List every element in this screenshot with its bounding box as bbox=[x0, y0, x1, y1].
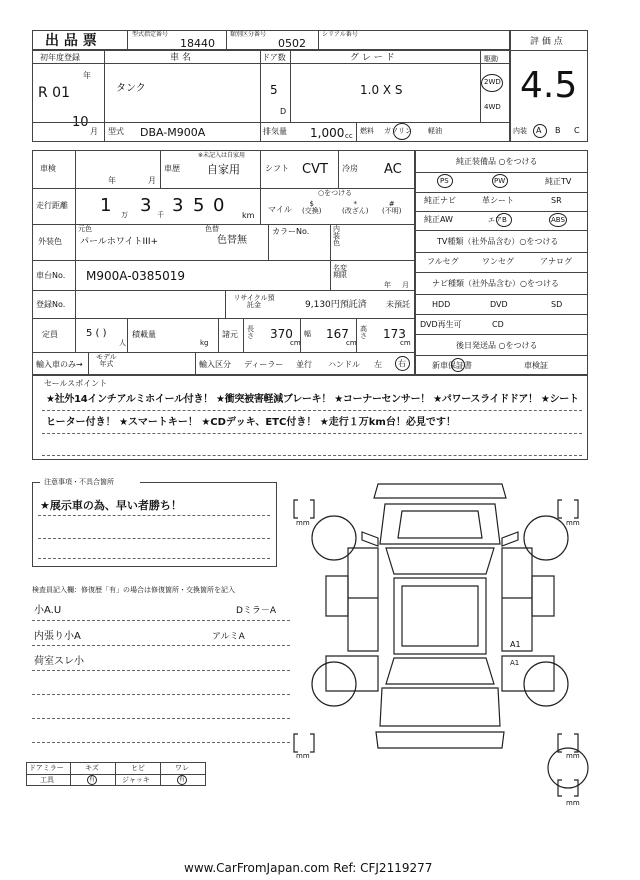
equip-header: 純正装備品 ○をつける bbox=[456, 157, 538, 166]
width-unit: cm bbox=[346, 339, 357, 347]
capacity-unit: 人 bbox=[119, 339, 126, 347]
left-doors-part bbox=[348, 548, 378, 651]
equip-navi: 純正ナビ bbox=[424, 196, 456, 205]
door-label: ドア数 bbox=[262, 53, 286, 62]
left-rear-part bbox=[326, 656, 378, 691]
later-warranty: 新車保証書 bbox=[432, 361, 472, 370]
wheel-rear-right bbox=[524, 662, 568, 706]
fuel-label: 燃料 bbox=[360, 127, 374, 135]
color-change-value: 色替無 bbox=[217, 235, 247, 246]
comment-2b: アルミA bbox=[212, 632, 245, 642]
month-label: 月 bbox=[90, 127, 98, 136]
height-label: 高さ bbox=[360, 325, 367, 340]
capacity-label: 定員 bbox=[42, 330, 58, 339]
ac-label: 冷房 bbox=[342, 164, 358, 173]
equip-sr: SR bbox=[551, 196, 562, 205]
score-value: 4.5 bbox=[520, 65, 578, 106]
handle-label: ハンドル bbox=[328, 360, 360, 369]
name-change-year: 年 bbox=[384, 281, 391, 289]
tv-one: ワンセグ bbox=[482, 257, 514, 266]
inspector-label: 検査員記入欄：修復歴「有」の場合は修復箇所・交換箇所を記入 bbox=[32, 586, 235, 594]
wheel-front-left bbox=[312, 516, 356, 560]
equip-ps: PS bbox=[440, 177, 449, 185]
shaken-month: 月 bbox=[148, 176, 156, 185]
basic-block bbox=[32, 150, 415, 375]
mileage-digit-5: 0 bbox=[213, 195, 225, 216]
mileage-digit-2: 3 bbox=[140, 195, 152, 216]
model-label: 型式 bbox=[108, 127, 124, 136]
color-no-label: カラーNo. bbox=[272, 227, 310, 236]
era-year-label: 年 bbox=[83, 71, 91, 80]
history-value: 自家用 bbox=[207, 163, 240, 176]
disp-value: 1,000 bbox=[310, 126, 345, 140]
length-value: 370 bbox=[270, 327, 293, 341]
shift-label: シフト bbox=[265, 164, 289, 173]
recycle-value: 9,130円預託済 bbox=[305, 300, 367, 310]
mileage-label: 走行距離 bbox=[36, 201, 68, 210]
comment-2: 内張り小A bbox=[34, 631, 81, 642]
disp-label: 排気量 bbox=[263, 127, 287, 136]
door-type: D bbox=[280, 107, 287, 116]
drive-2wd: 2WD bbox=[484, 78, 501, 86]
mile-label: マイル bbox=[268, 205, 292, 214]
load-label: 積載量 bbox=[132, 330, 156, 339]
damage-mark-a1b: A1 bbox=[510, 659, 520, 667]
roof-part bbox=[394, 578, 486, 654]
navi-dvd: DVD bbox=[490, 300, 508, 309]
left-fender-part bbox=[326, 576, 348, 616]
interior-b: B bbox=[555, 126, 561, 135]
fuel-value: ガソリン bbox=[384, 127, 412, 135]
color-change-label: 色替 bbox=[205, 225, 219, 233]
mileage-unit-man: 万 bbox=[121, 211, 128, 219]
load-unit: kg bbox=[200, 339, 209, 347]
parallel-label: 並行 bbox=[296, 360, 312, 369]
wheel-rear-left bbox=[312, 662, 356, 706]
mileage-circle-note: ○をつける bbox=[318, 189, 353, 197]
navi-cd: CD bbox=[492, 320, 504, 329]
equip-airbag: エアB bbox=[488, 216, 507, 224]
footer-ref: www.CarFromJapan.com Ref: CFJ2119277 bbox=[184, 861, 433, 875]
legend-kizu: キズ bbox=[85, 764, 99, 772]
interior-label: 内装 bbox=[513, 127, 527, 135]
interior-c: C bbox=[574, 126, 580, 135]
unknown-label: # (不明) bbox=[382, 200, 402, 215]
length-label: 長さ bbox=[247, 325, 254, 340]
disp-unit: cc bbox=[345, 132, 353, 140]
type-no-label: 型式指定番号 bbox=[132, 31, 169, 38]
tv-full: フルセグ bbox=[427, 257, 459, 266]
notes-label: 注意事項・不具合箇所 bbox=[44, 478, 114, 486]
roof-inner-part bbox=[402, 586, 478, 646]
import-label: 輸入車のみ→ bbox=[36, 360, 83, 369]
first-reg-label: 初年度登録 bbox=[40, 53, 80, 62]
diesel-label: 軽油 bbox=[428, 127, 442, 135]
legend-hibi: ヒビ bbox=[131, 764, 145, 772]
altered-label: * (改ざん) bbox=[342, 200, 369, 215]
navi-sd: SD bbox=[551, 300, 563, 309]
fuel-circle bbox=[393, 123, 411, 140]
chassis-label: 車台No. bbox=[36, 271, 66, 280]
ac-value: AC bbox=[384, 162, 402, 177]
legend-jack-yes: 有 bbox=[179, 776, 186, 783]
windshield-part bbox=[386, 548, 494, 574]
grade-label: グ レ ー ド bbox=[350, 53, 395, 63]
width-label: 幅 bbox=[304, 330, 311, 338]
recycle-label: リサイクル預託金 bbox=[233, 294, 275, 309]
color-value: パールホワイトIII+ bbox=[80, 237, 159, 247]
dealer-label: ディーラー bbox=[244, 360, 284, 369]
rear-gate-part bbox=[380, 688, 500, 726]
shaken-label: 車検 bbox=[40, 164, 56, 173]
notes-box bbox=[32, 482, 277, 567]
type-no-value: 18440 bbox=[180, 37, 215, 50]
dims-label: 諸元 bbox=[222, 330, 238, 339]
class-no-value: 0502 bbox=[278, 37, 306, 50]
reg-label: 登録No. bbox=[36, 300, 66, 309]
height-value: 173 bbox=[383, 327, 406, 341]
mileage-digit-1: 1 bbox=[100, 195, 112, 216]
mm-spare: mm bbox=[566, 799, 580, 807]
comment-3: 荷室スレ小 bbox=[34, 656, 84, 667]
right-doors-part bbox=[502, 548, 532, 651]
legend-tools: 工具 bbox=[40, 776, 54, 784]
car-name-value: タンク bbox=[116, 83, 146, 94]
comment-1: 小A.U bbox=[34, 605, 62, 616]
score-label: 評 価 点 bbox=[530, 37, 563, 47]
tv-header: TV種類（社外品含む）○をつける bbox=[437, 237, 559, 246]
later-shaken: 車検証 bbox=[524, 361, 548, 370]
front-bumper-part bbox=[374, 484, 506, 498]
exchange-label: $ (交換) bbox=[302, 200, 322, 215]
car-diagram bbox=[290, 476, 590, 806]
mm-rear-right: mm bbox=[566, 752, 580, 760]
import-type-label: 輸入区分 bbox=[199, 360, 231, 369]
length-unit: cm bbox=[290, 339, 301, 347]
sales-label: セールスポイント bbox=[44, 379, 108, 388]
class-no-label: 類別区分番号 bbox=[230, 31, 267, 38]
damage-mark-a1: A1 bbox=[510, 640, 521, 649]
era-value: R 01 bbox=[38, 85, 70, 101]
comment-1b: Dミラ－A bbox=[236, 606, 277, 616]
rear-bumper-part bbox=[376, 732, 504, 748]
month-value: 10 bbox=[72, 115, 89, 130]
later-header: 後日発送品 ○をつける bbox=[456, 341, 538, 350]
capacity-value: 5 ( ) bbox=[86, 328, 107, 339]
handle-left: 左 bbox=[374, 360, 382, 369]
history-label: 車歴 bbox=[164, 164, 180, 173]
grade-value: 1.0 X S bbox=[360, 83, 403, 97]
interior-a: A bbox=[536, 126, 542, 135]
page-title: 出 品 票 bbox=[45, 33, 97, 49]
hood-inner-part bbox=[398, 511, 482, 538]
equip-tv: 純正TV bbox=[545, 177, 572, 186]
mm-front-left: mm bbox=[296, 519, 310, 527]
shaken-year: 年 bbox=[108, 176, 116, 185]
drive-4wd: 4WD bbox=[484, 103, 501, 111]
recycle-no: 未預託 bbox=[386, 300, 410, 309]
mileage-digit-3: 3 bbox=[172, 195, 184, 216]
legend-door-mirror: ドアミラー bbox=[29, 764, 64, 772]
mm-front-right: mm bbox=[566, 519, 580, 527]
serial-label: シリアル番号 bbox=[322, 31, 358, 38]
color-orig-label: 元色 bbox=[78, 225, 92, 233]
drive-label: 駆動 bbox=[484, 55, 498, 63]
model-year-label: モデル 年式 bbox=[96, 353, 117, 368]
equip-leather: 革シート bbox=[482, 196, 514, 205]
wheel-front-right bbox=[524, 516, 568, 560]
handle-right: 右 bbox=[398, 359, 406, 368]
shift-value: CVT bbox=[302, 162, 328, 177]
interior-color-label: 内装色 bbox=[333, 225, 340, 247]
height-unit: cm bbox=[400, 339, 411, 347]
name-change-label: 名変期限 bbox=[333, 264, 347, 279]
navi-hdd: HDD bbox=[432, 300, 451, 309]
legend-tools-yes: 有 bbox=[89, 776, 96, 783]
chassis-value: M900A-0385019 bbox=[86, 269, 185, 283]
right-fender-part bbox=[532, 576, 554, 616]
width-value: 167 bbox=[326, 327, 349, 341]
door-value: 5 bbox=[270, 83, 278, 97]
sales-line-2: ヒーター付き！ ★スマートキー！ ★CDデッキ、ETC付き！ ★走行１万km台！必見です！ bbox=[46, 417, 456, 428]
history-note: ※未記入は自家用 bbox=[198, 152, 246, 159]
tv-analog: アナログ bbox=[540, 257, 572, 266]
warranty-circle bbox=[451, 358, 465, 372]
mileage-unit-sen: 千 bbox=[157, 211, 164, 219]
mm-rear-left: mm bbox=[296, 752, 310, 760]
name-change-month: 月 bbox=[402, 281, 409, 289]
mileage-unit-km: km bbox=[242, 211, 255, 220]
navi-header: ナビ種類（社外品含む）○をつける bbox=[432, 279, 559, 288]
legend-jack: ジャッキ bbox=[122, 776, 150, 784]
notes-line-1: ★展示車の為、早い者勝ち！ bbox=[40, 499, 182, 512]
sales-line-1: ★社外14インチアルミホイール付き！ ★衝突被害軽減ブレーキ！ ★コーナーセンサー！ ★パワースライドドア！ ★シート bbox=[46, 394, 579, 405]
car-name-label: 車 名 bbox=[170, 53, 191, 63]
header-row bbox=[32, 30, 510, 50]
color-label: 外装色 bbox=[38, 237, 62, 246]
navi-dvd-play: DVD再生可 bbox=[420, 320, 462, 329]
equip-abs: ABS bbox=[551, 216, 565, 224]
legend-ware: ワレ bbox=[175, 764, 189, 772]
mileage-digit-4: 5 bbox=[193, 195, 205, 216]
equip-aw: 純正AW bbox=[424, 215, 453, 224]
equip-pw: PW bbox=[494, 177, 506, 185]
rear-glass-part bbox=[386, 658, 494, 684]
model-value: DBA-M900A bbox=[140, 126, 206, 139]
